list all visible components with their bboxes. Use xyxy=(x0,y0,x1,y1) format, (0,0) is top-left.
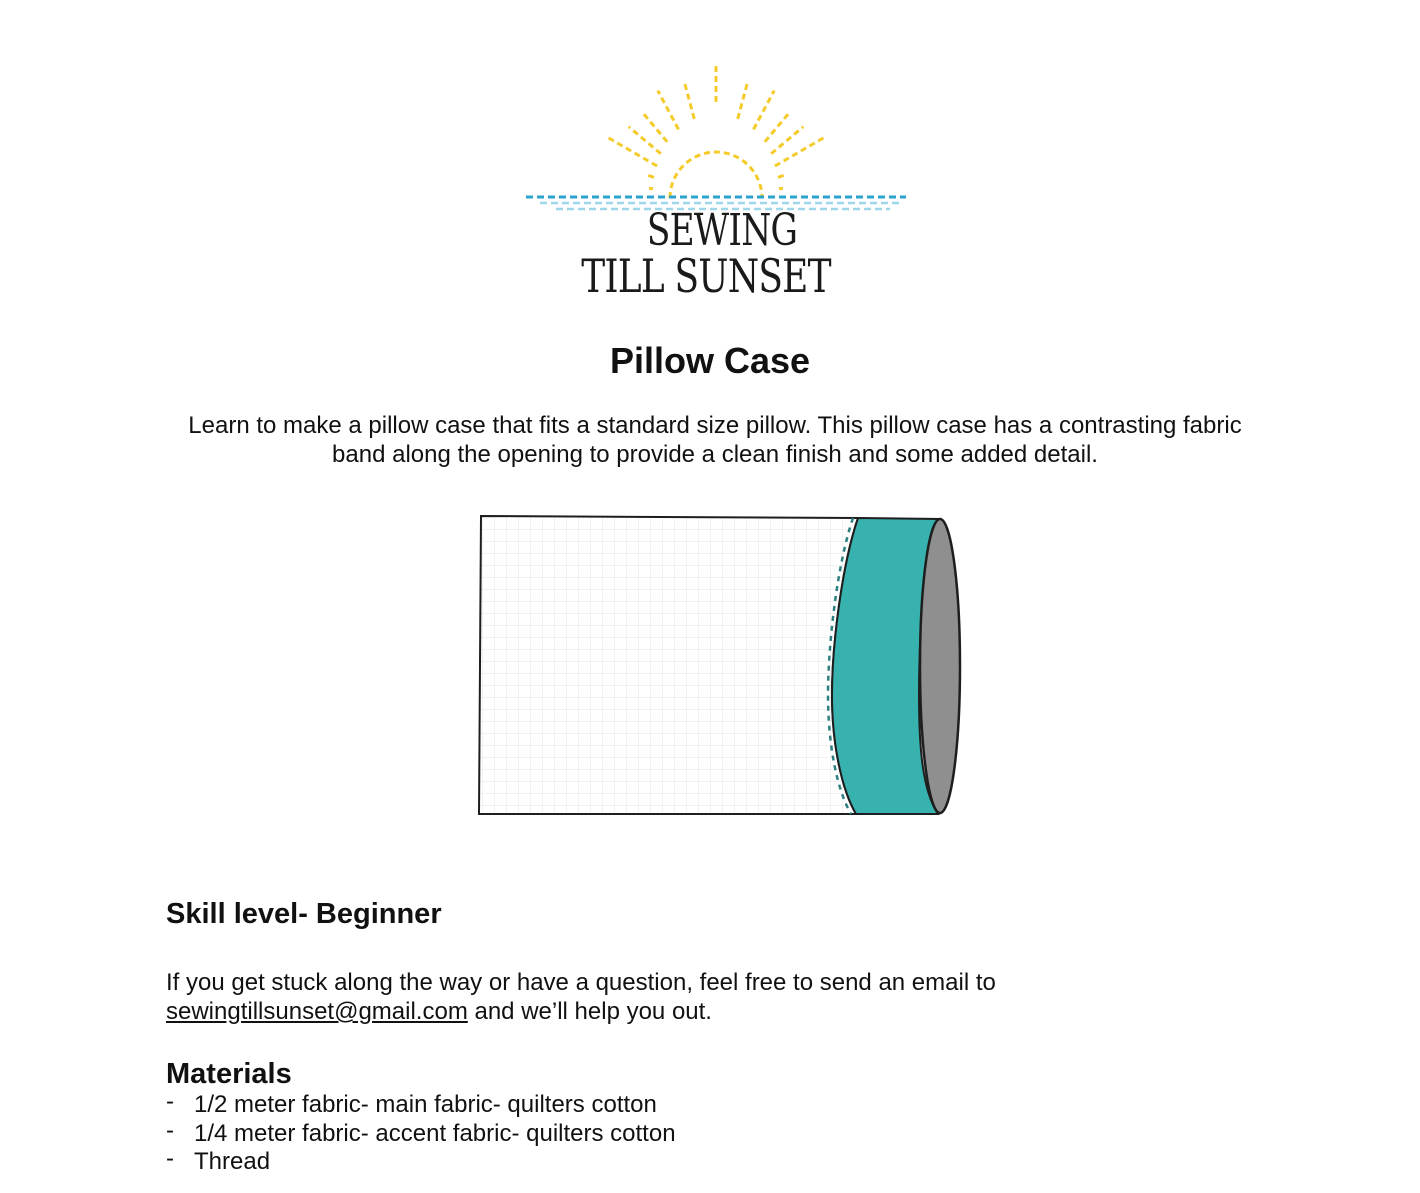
page-title: Pillow Case xyxy=(609,340,811,381)
sun-ray xyxy=(641,111,667,142)
list-item xyxy=(166,1088,676,1120)
intro-paragraph: Learn to make a pillow case that fits a standard size pillow. This pillow case has a contrasting fabric band along the opening to provide a clean finish and some added detail. xyxy=(188,412,1242,468)
list-bullet: - xyxy=(166,1116,174,1144)
sun-ray xyxy=(658,91,679,130)
help-text-after: and we’ll help you out. xyxy=(467,998,712,1025)
sun-ray xyxy=(685,84,694,119)
sun-ray xyxy=(754,91,775,130)
materials-list xyxy=(166,1088,676,1177)
material-text: Thread xyxy=(194,1148,271,1175)
sun-ray xyxy=(779,188,783,189)
brand-name-line2: TILL SUNSET xyxy=(581,249,831,303)
help-paragraph xyxy=(166,968,1166,1026)
pillow-body xyxy=(479,516,858,814)
sun-ray xyxy=(609,138,657,166)
sun-ray xyxy=(649,188,653,189)
email-link[interactable]: sewingtillsunset@gmail.com xyxy=(166,998,468,1025)
sun-ray xyxy=(646,175,654,178)
skill-level-heading: Skill level- Beginner xyxy=(166,898,442,930)
sun-ray xyxy=(738,84,747,119)
sun-ray xyxy=(778,175,786,178)
list-item xyxy=(166,1145,676,1177)
brand-name-line1: SEWING xyxy=(646,205,798,256)
materials-heading: Materials xyxy=(166,1058,292,1090)
list-item xyxy=(166,1116,676,1149)
help-text-before: If you get stuck along the way or have a question, feel free to send an email to xyxy=(166,969,996,996)
sun-arc xyxy=(670,152,762,198)
list-bullet: - xyxy=(166,1145,174,1172)
brand-logo xyxy=(520,60,912,310)
material-text: 1/2 meter fabric- main fabric- quilters cotton xyxy=(194,1091,657,1118)
list-bullet: - xyxy=(166,1088,174,1115)
sun-ray xyxy=(765,111,791,142)
pillow-opening xyxy=(920,519,960,813)
sun-ray xyxy=(775,138,823,166)
material-text: 1/4 meter fabric- accent fabric- quilters cotton xyxy=(194,1119,676,1147)
pillow-case-illustration xyxy=(470,505,970,825)
pillow-case-drawing xyxy=(470,505,970,825)
